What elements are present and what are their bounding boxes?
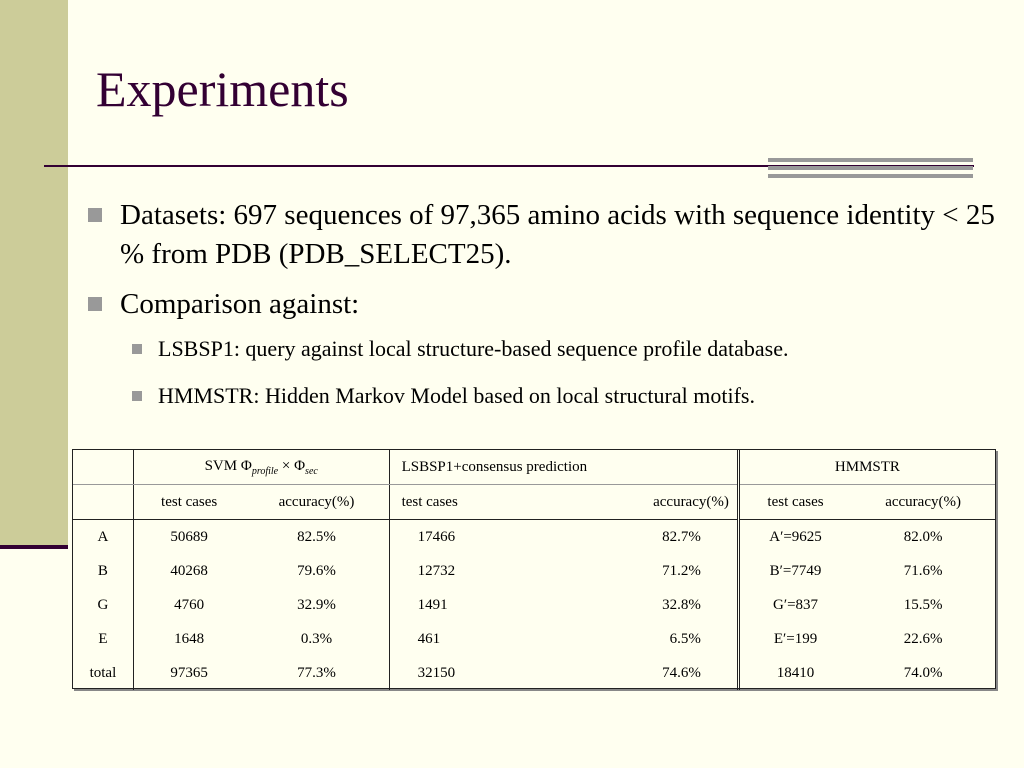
row-label: total xyxy=(73,656,133,690)
bullet-text: Datasets: 697 sequences of 97,365 amino acids with sequence identity < 25 % from PDB (PDB_SELECT25). xyxy=(120,199,995,270)
lsbsp-cases-cell: 32150 xyxy=(417,664,456,681)
sub-bullet-lsbsp1 xyxy=(132,335,1008,363)
table-row xyxy=(73,588,995,622)
empty-corner xyxy=(73,485,133,520)
hmmstr-accuracy-cell: 71.6% xyxy=(903,562,943,579)
lsbsp-accuracy-header: accuracy(%) xyxy=(546,485,739,520)
bullet-comparison xyxy=(88,285,1008,324)
svm-test-cases-header: test cases xyxy=(133,485,244,520)
hmmstr-cases-cell: E′=199 xyxy=(773,630,818,647)
hmmstr-accuracy-header: accuracy(%) xyxy=(851,485,995,520)
hmmstr-accuracy-cell: 15.5% xyxy=(903,596,943,613)
svm-cases-cell: 4760 xyxy=(174,596,205,613)
svm-group-header xyxy=(133,450,389,485)
sub-bullet-hmmstr xyxy=(132,382,1008,410)
results-table-frame xyxy=(72,449,996,689)
svm-accuracy-header: accuracy(%) xyxy=(244,485,389,520)
bullet-list xyxy=(88,196,1008,429)
svm-prefix: SVM Φ xyxy=(204,457,252,474)
table-row xyxy=(73,554,995,588)
row-label: B xyxy=(73,554,133,588)
table-row xyxy=(73,656,995,690)
hmmstr-accuracy-cell: 82.0% xyxy=(903,528,943,545)
subheader-row xyxy=(73,485,995,520)
lsbsp-accuracy-cell: 71.2% xyxy=(546,554,739,588)
hmmstr-cases-cell: A′=9625 xyxy=(769,528,822,545)
lsbsp-cases-cell: 1491 xyxy=(417,596,448,613)
row-label: G xyxy=(73,588,133,622)
results-table xyxy=(73,450,995,690)
lsbsp-accuracy-cell: 6.5% xyxy=(546,622,739,656)
svm-accuracy-cell: 0.3% xyxy=(244,622,389,656)
lsbsp-test-cases-header: test cases xyxy=(389,485,546,520)
svm-cases-cell: 1648 xyxy=(174,630,205,647)
hmmstr-test-cases-header: test cases xyxy=(738,485,851,520)
empty-corner xyxy=(73,450,133,485)
svm-cases-cell: 97365 xyxy=(170,664,208,681)
table-row xyxy=(73,622,995,656)
row-label: A xyxy=(73,520,133,555)
sub-bullet-text: LSBSP1: query against local structure-based sequence profile database. xyxy=(158,336,789,361)
table-row xyxy=(73,520,995,555)
left-band xyxy=(0,0,68,548)
bullet-datasets xyxy=(88,196,1008,274)
lsbsp-accuracy-cell: 32.8% xyxy=(546,588,739,622)
svm-sub-profile: profile xyxy=(251,465,279,477)
title-accent-lines xyxy=(768,158,973,178)
svm-sub-sec: sec xyxy=(305,465,318,477)
svm-accuracy-cell: 79.6% xyxy=(244,554,389,588)
svm-cases-cell: 40268 xyxy=(170,562,208,579)
hmmstr-group-header: HMMSTR xyxy=(738,450,995,485)
sub-bullet-text: HMMSTR: Hidden Markov Model based on local structural motifs. xyxy=(158,383,755,408)
lsbsp-cases-cell: 12732 xyxy=(417,562,456,579)
svm-accuracy-cell: 77.3% xyxy=(244,656,389,690)
svm-cases-cell: 50689 xyxy=(170,528,208,545)
hmmstr-accuracy-cell: 22.6% xyxy=(903,630,943,647)
group-header-row xyxy=(73,450,995,485)
svm-accuracy-cell: 32.9% xyxy=(244,588,389,622)
hmmstr-cases-cell: 18410 xyxy=(776,664,815,681)
svm-accuracy-cell: 82.5% xyxy=(244,520,389,555)
hmmstr-cases-cell: G′=837 xyxy=(772,596,819,613)
left-band-line xyxy=(0,545,68,549)
svm-mid: × Φ xyxy=(278,457,306,474)
bullet-square-icon xyxy=(88,208,102,222)
lsbsp-group-header: LSBSP1+consensus prediction xyxy=(389,450,738,485)
lsbsp-accuracy-cell: 74.6% xyxy=(546,656,739,690)
hmmstr-cases-cell: B′=7749 xyxy=(769,562,822,579)
bullet-square-icon xyxy=(132,391,142,401)
bullet-text: Comparison against: xyxy=(120,288,360,320)
row-label: E xyxy=(73,622,133,656)
lsbsp-cases-cell: 461 xyxy=(417,630,441,647)
bullet-square-icon xyxy=(132,344,142,354)
lsbsp-accuracy-cell: 82.7% xyxy=(546,520,739,555)
hmmstr-accuracy-cell: 74.0% xyxy=(903,664,943,681)
bullet-square-icon xyxy=(88,297,102,311)
lsbsp-cases-cell: 17466 xyxy=(417,528,456,545)
slide-title: Experiments xyxy=(96,61,349,117)
